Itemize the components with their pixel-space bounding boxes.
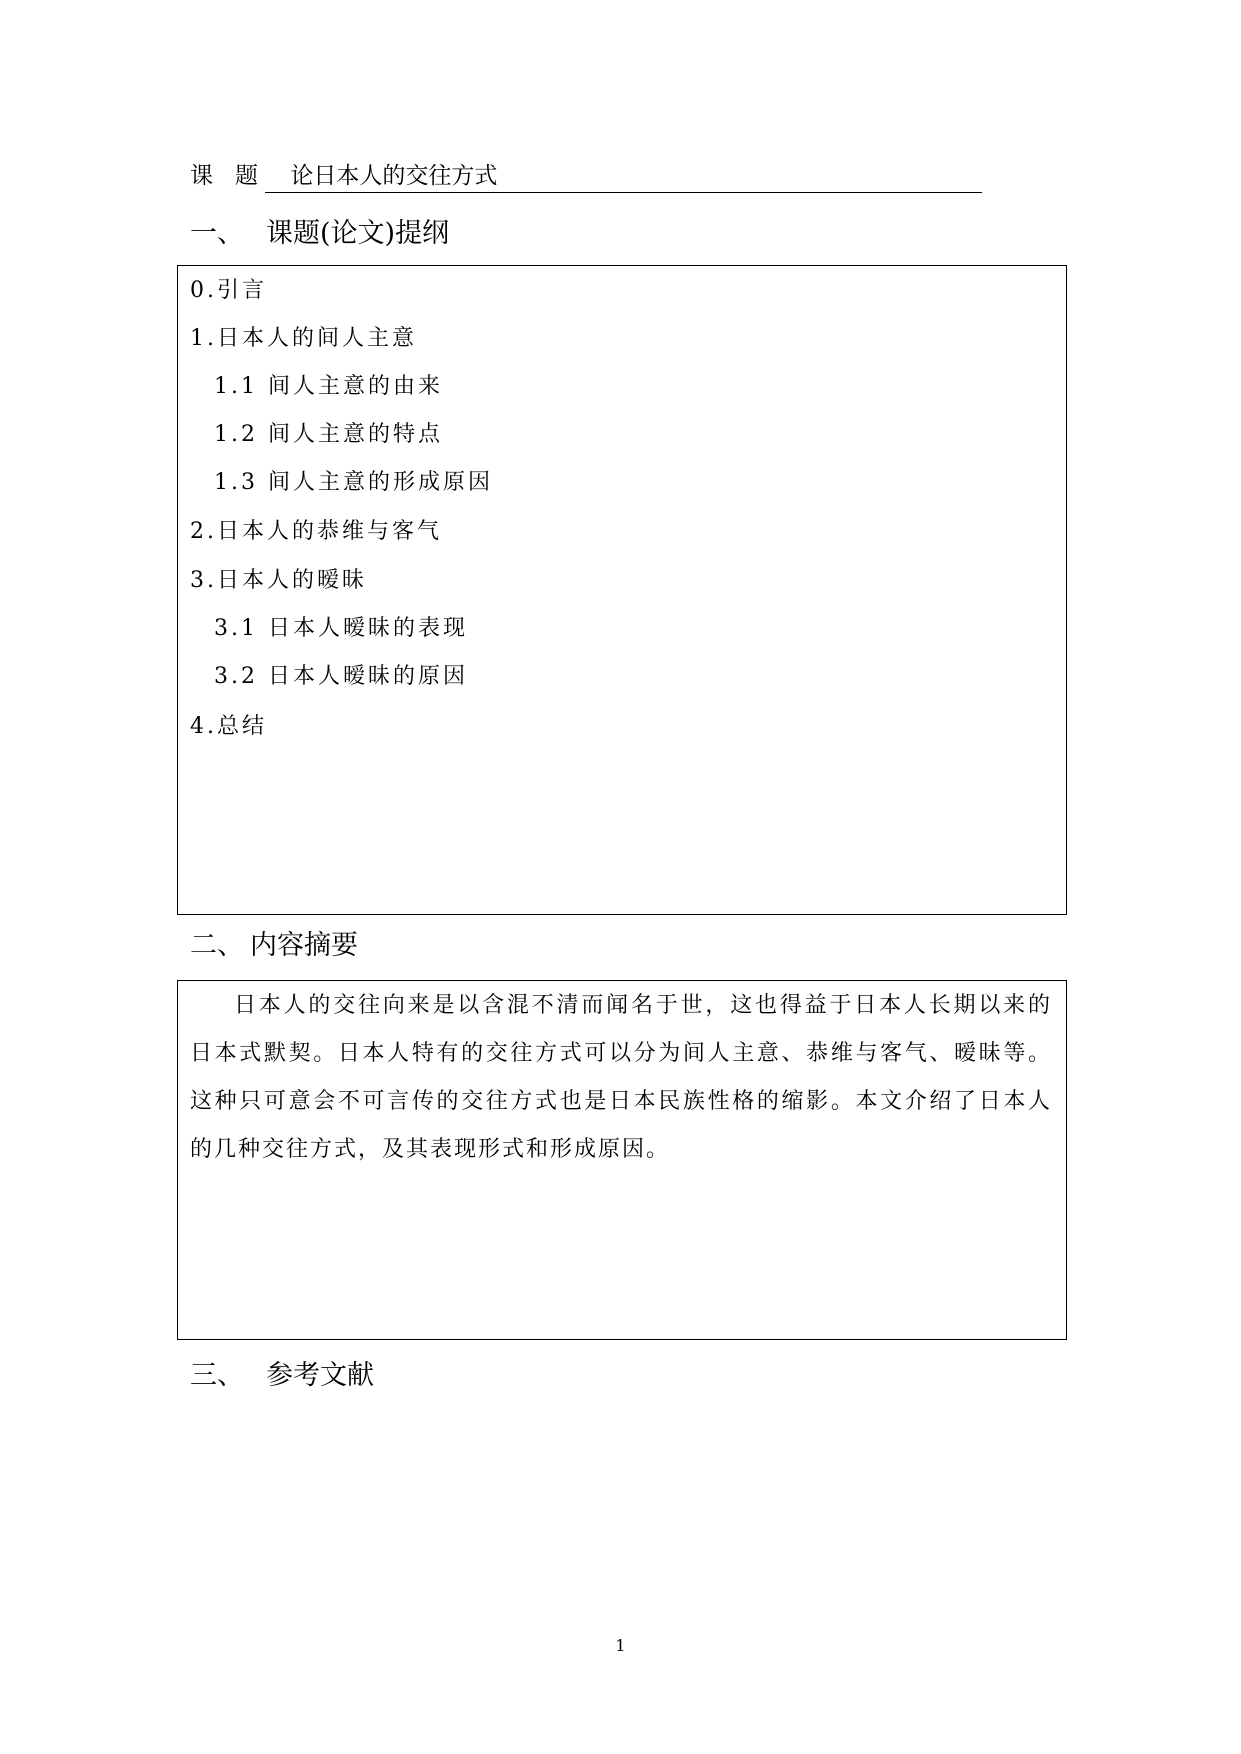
outline-item: 3.1 日本人暧昧的表现 xyxy=(214,616,468,641)
outline-item: 2.日本人的恭维与客气 xyxy=(190,519,442,544)
outline-item: 1.日本人的间人主意 xyxy=(190,326,417,351)
references-heading xyxy=(190,1358,374,1394)
outline-item: 3.日本人的暧昧 xyxy=(190,568,367,593)
outline-item: 1.1 间人主意的由来 xyxy=(214,374,443,399)
outline-item: 1.2 间人主意的特点 xyxy=(214,422,443,447)
outline-item: 1.3 间人主意的形成原因 xyxy=(214,470,493,495)
outline-heading xyxy=(190,216,449,252)
section-number: 一、 xyxy=(190,218,244,249)
section-number: 三、 xyxy=(190,1360,244,1391)
abstract-line: 日本式默契。日本人特有的交往方式可以分为间人主意、恭维与客气、暧昧等。 xyxy=(190,1041,1052,1066)
outline-box xyxy=(177,265,1067,915)
abstract-heading xyxy=(190,928,358,964)
outline-item: 0.引言 xyxy=(190,278,267,303)
abstract-box xyxy=(177,980,1067,1340)
section-title: 课题(论文)提纲 xyxy=(266,218,450,249)
topic-label: 课题 xyxy=(190,163,280,189)
section-title: 内容摘要 xyxy=(250,930,358,961)
abstract-line: 这种只可意会不可言传的交往方式也是日本民族性格的缩影。本文介绍了日本人 xyxy=(190,1089,1052,1114)
section-title: 参考文献 xyxy=(266,1360,374,1391)
abstract-line: 日本人的交往向来是以含混不清而闻名于世，这也得益于日本人长期以来的 xyxy=(234,993,1052,1018)
topic-value: 论日本人的交往方式 xyxy=(265,160,982,193)
abstract-line: 的几种交往方式，及其表现形式和形成原因。 xyxy=(190,1137,671,1162)
outline-item: 3.2 日本人暧昧的原因 xyxy=(214,664,468,689)
page-number: 1 xyxy=(615,1636,626,1655)
topic-line xyxy=(190,160,982,193)
outline-item: 4.总结 xyxy=(190,714,267,739)
section-number: 二、 xyxy=(190,930,244,961)
